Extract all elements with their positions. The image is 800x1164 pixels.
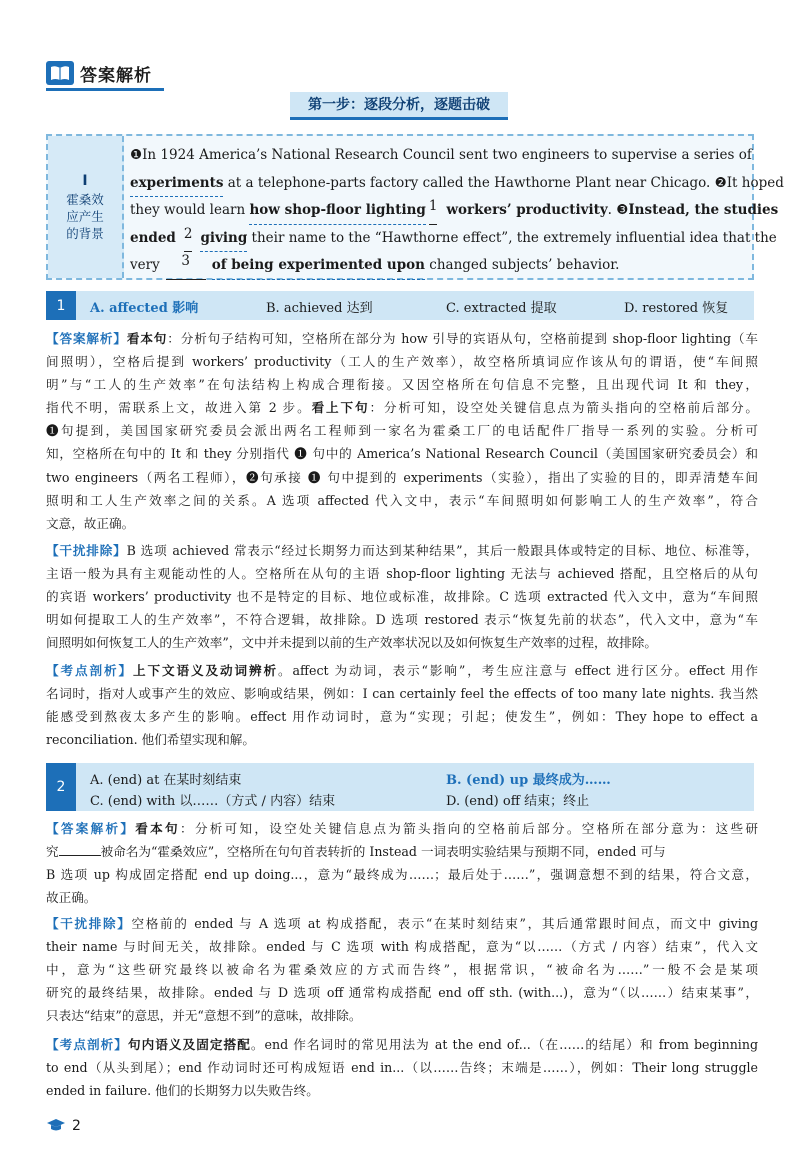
text-line: 明”与“工人的生产效率”在句法结构上构成合理衔接。又因空格所在句信息不完整，且出现代词 It 和 they， [46,377,758,393]
text-line: two engineers（两名工程师），❷句承接 ❶ 句中提到的 experiments（实验），指出了实验的目的，即弄清楚车间 [46,469,758,485]
question-2-number: 2 [46,763,76,811]
page-footer [46,1116,81,1136]
option-c: C. (end) with 以……（方式 / 内容）结束 [90,794,336,809]
q2-analysis [46,817,758,909]
option-c: C. extracted 提取 [446,301,557,316]
text-line: to end（从头到尾）；end 作动词时还可构成短语 end in...（以……告终；末端是……），例如：Their long struggle [46,1060,758,1076]
section-header [46,60,152,86]
page-number: 2 [72,1118,81,1134]
passage-label [48,136,124,278]
text-line: 名词时，指对人或事产生的效应、影响或结果，例如：I can certainly feel the effects of too many late nights. 我当然 [46,686,758,702]
text-line: their name 与时间无关，故排除。ended 与 C 选项 with 构成搭配，意为“以……（方式 / 内容）结束”，代入文 [46,939,758,955]
passage-line: ❶In 1924 America’s National Research Council sent two engineers to supervise a series of [130,147,752,163]
step-banner [290,92,508,124]
option-b: B. (end) up 最终成为…… [446,773,611,788]
option-d: D. restored 恢复 [624,301,729,316]
passage-label-text: 霍桑效应产生的背景 [66,191,104,241]
text-line: 指代不明，需联系上文，故进入第 2 步。看上下句：分析可知，设空处关键信息点为箭头指向的空格前后部分。 [46,400,758,416]
option-d: D. (end) off 结束；终止 [446,794,590,809]
blank-2: 2 [184,225,193,253]
passage-text [130,142,784,280]
text-line: 只表达“结束”的意思，并无“意想不到”的意味，故排除。 [46,1008,362,1024]
text-line: 中，意为“这些研究最终以被命名为霍桑效应的方式而告终”，根据常识，“被命名为……”一般不会是某项 [46,962,758,978]
q2-exclusion [46,912,758,1027]
blank-line [59,842,101,856]
text-line: 研究的最终结果，故排除。ended 与 D 选项 off 通常构成搭配 end off sth. (with...)，意为“（以……）结束某事”， [46,985,758,1001]
text-line: 间照明如何恢复工人的生产效率”，文中并未提到以前的生产效率状况以及如何恢复生产效率的过程，故排除。 [46,635,657,651]
text-line: 【干扰排除】B 选项 achieved 常表示“经过长期努力而达到某种结果”，其后一般跟具体或特定的目标、地位、标准等， [46,543,758,558]
option-a: A. (end) at 在某时刻结束 [90,773,242,788]
blank-3: 3 [166,252,206,280]
book-icon [46,61,74,85]
text-line: 知，空格所在句中的 It 和 they 分别指代 ❶ 句中的 America’s National Research Council（美国国家研究委员会）和 [46,446,758,462]
text-line: 主语一般为具有主观能动性的人。空格所在从句的主语 shop-floor lighting 无法与 achieved 搭配，且空格后的从句 [46,566,758,582]
text-line: 文意，故正确。 [46,515,135,531]
text-line: 故正确。 [46,890,97,906]
header-rule [46,88,164,91]
text-line: 照明和工人生产效率之间的关系。A 选项 affected 代入文中，表示“车间照明如何影响工人的生产效率”，符合 [46,492,758,508]
text-line: 【答案解析】看本句：分析可知，设空处关键信息点为箭头指向的空格前后部分。空格所在部分意为：这些研 [46,821,758,836]
passage-box [46,134,784,280]
passage-line: experiments at a telephone-parts factory called the Hawthorne Plant near Chicago. ❷It hoped [130,170,750,198]
text-line: 【干扰排除】空格前的 ended 与 A 选项 at 构成搭配，表示“在某时刻结束”，其后通常跟时间点，而文中 giving [46,916,758,931]
text-line: B 选项 up 构成固定搭配 end up doing...，意为“最终成为……；最后处于……”，强调意想不到的结果，符合文意， [46,867,758,883]
option-a: A. affected 影响 [90,301,199,316]
q2-point [46,1033,758,1102]
passage-line: ended 2 giving their name to the “Hawthorne effect”, the extremely influential idea that the [130,225,750,253]
question-1-options [46,291,754,320]
text-line: ended in failure. 他们的长期努力以失败告终。 [46,1083,319,1099]
q1-point [46,659,758,751]
text-line: reconciliation. 他们希望实现和解。 [46,732,255,748]
step-title: 第一步：逐段分析，逐题击破 [290,92,508,120]
text-line: ❶句提到，美国国家研究委员会派出两名工程师到一家名为霍桑工厂的电话配件厂指导一系列的实验。分析可 [46,423,758,439]
passage-line: very 3 of being experimented upon changed subjects’ behavior. [130,252,750,280]
option-b: B. achieved 达到 [266,301,373,316]
text-line: 【考点剖析】上下文语义及动词辨析。affect 为动词，表示“影响”，考生应注意与 effect 进行区分。effect 用作 [46,663,758,678]
text-line: 明如何提取工人的生产效率”，不符合逻辑，故排除。D 选项 restored 表示“恢复先前的状态”，代入文中，意为“车 [46,612,758,628]
text-line: 【答案解析】看本句：分析句子结构可知，空格所在部分为 how 引导的宾语从句，空格前提到 shop-floor lighting（车 [46,331,758,346]
text-line: 究 被命名为“霍桑效应”，空格所在句句首表转折的 Instead 一词表明实验结果与预期不同，ended 可与 [46,844,666,860]
question-1-number: 1 [46,291,76,320]
mortarboard-icon [46,1117,66,1136]
blank-1: 1 [429,197,438,225]
text-line: 【考点剖析】句内语义及固定搭配。end 作名词时的常见用法为 at the end of...（在……的结尾）和 from beginning [46,1037,758,1052]
text-line: 的宾语 workers’ productivity 也不是特定的目标、地位或标准，故排除。C 选项 extracted 代入文中，意为“车间照 [46,589,758,605]
text-line: 间照明），空格后提到 workers’ productivity（工人的生产效率），故空格所填词应作该从句的谓语，使“车间照 [46,354,758,370]
passage-line: they would learn how shop-floor lighting 1 workers’ productivity . ❸ Instead, the studies [130,197,750,225]
question-2-options [46,763,754,811]
q1-exclusion [46,539,758,654]
section-title: 答案解析 [80,65,152,86]
text-line: 能感受到熬夜太多产生的影响。effect 用作动词时，意为“实现；引起；使发生”，例如：They hope to effect a [46,709,758,725]
q1-analysis [46,327,758,535]
passage-roman: I [82,172,88,189]
